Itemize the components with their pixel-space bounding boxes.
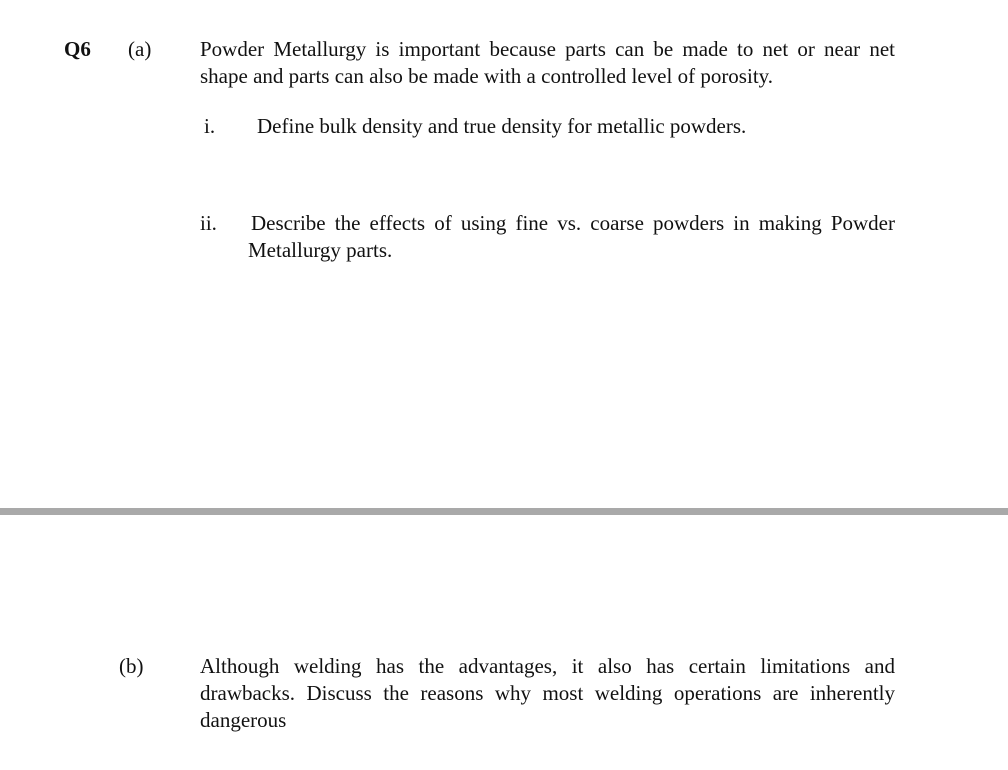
part-b-label: (b) [119, 654, 144, 678]
sub-question-i-text: Define bulk density and true density for metallic powders. [257, 114, 747, 138]
question-number: Q6 [64, 37, 91, 61]
page-separator [0, 508, 1008, 515]
sub-question-i-label: i. [204, 114, 216, 138]
sub-question-ii-label: ii. [200, 211, 217, 235]
part-b-text: Although welding has the advantages, it also has certain limitations and drawbacks. Discuss the reasons why most welding operations are inherently dangerous [200, 654, 895, 732]
part-a-label: (a) [128, 37, 152, 61]
sub-question-ii-text: Describe the effects of using fine vs. coarse powders in making Powder Metallurgy parts. [248, 211, 895, 262]
part-a-text: Powder Metallurgy is important because parts can be made to net or near net shape and parts can also be made with a controlled level of porosity. [200, 37, 895, 88]
